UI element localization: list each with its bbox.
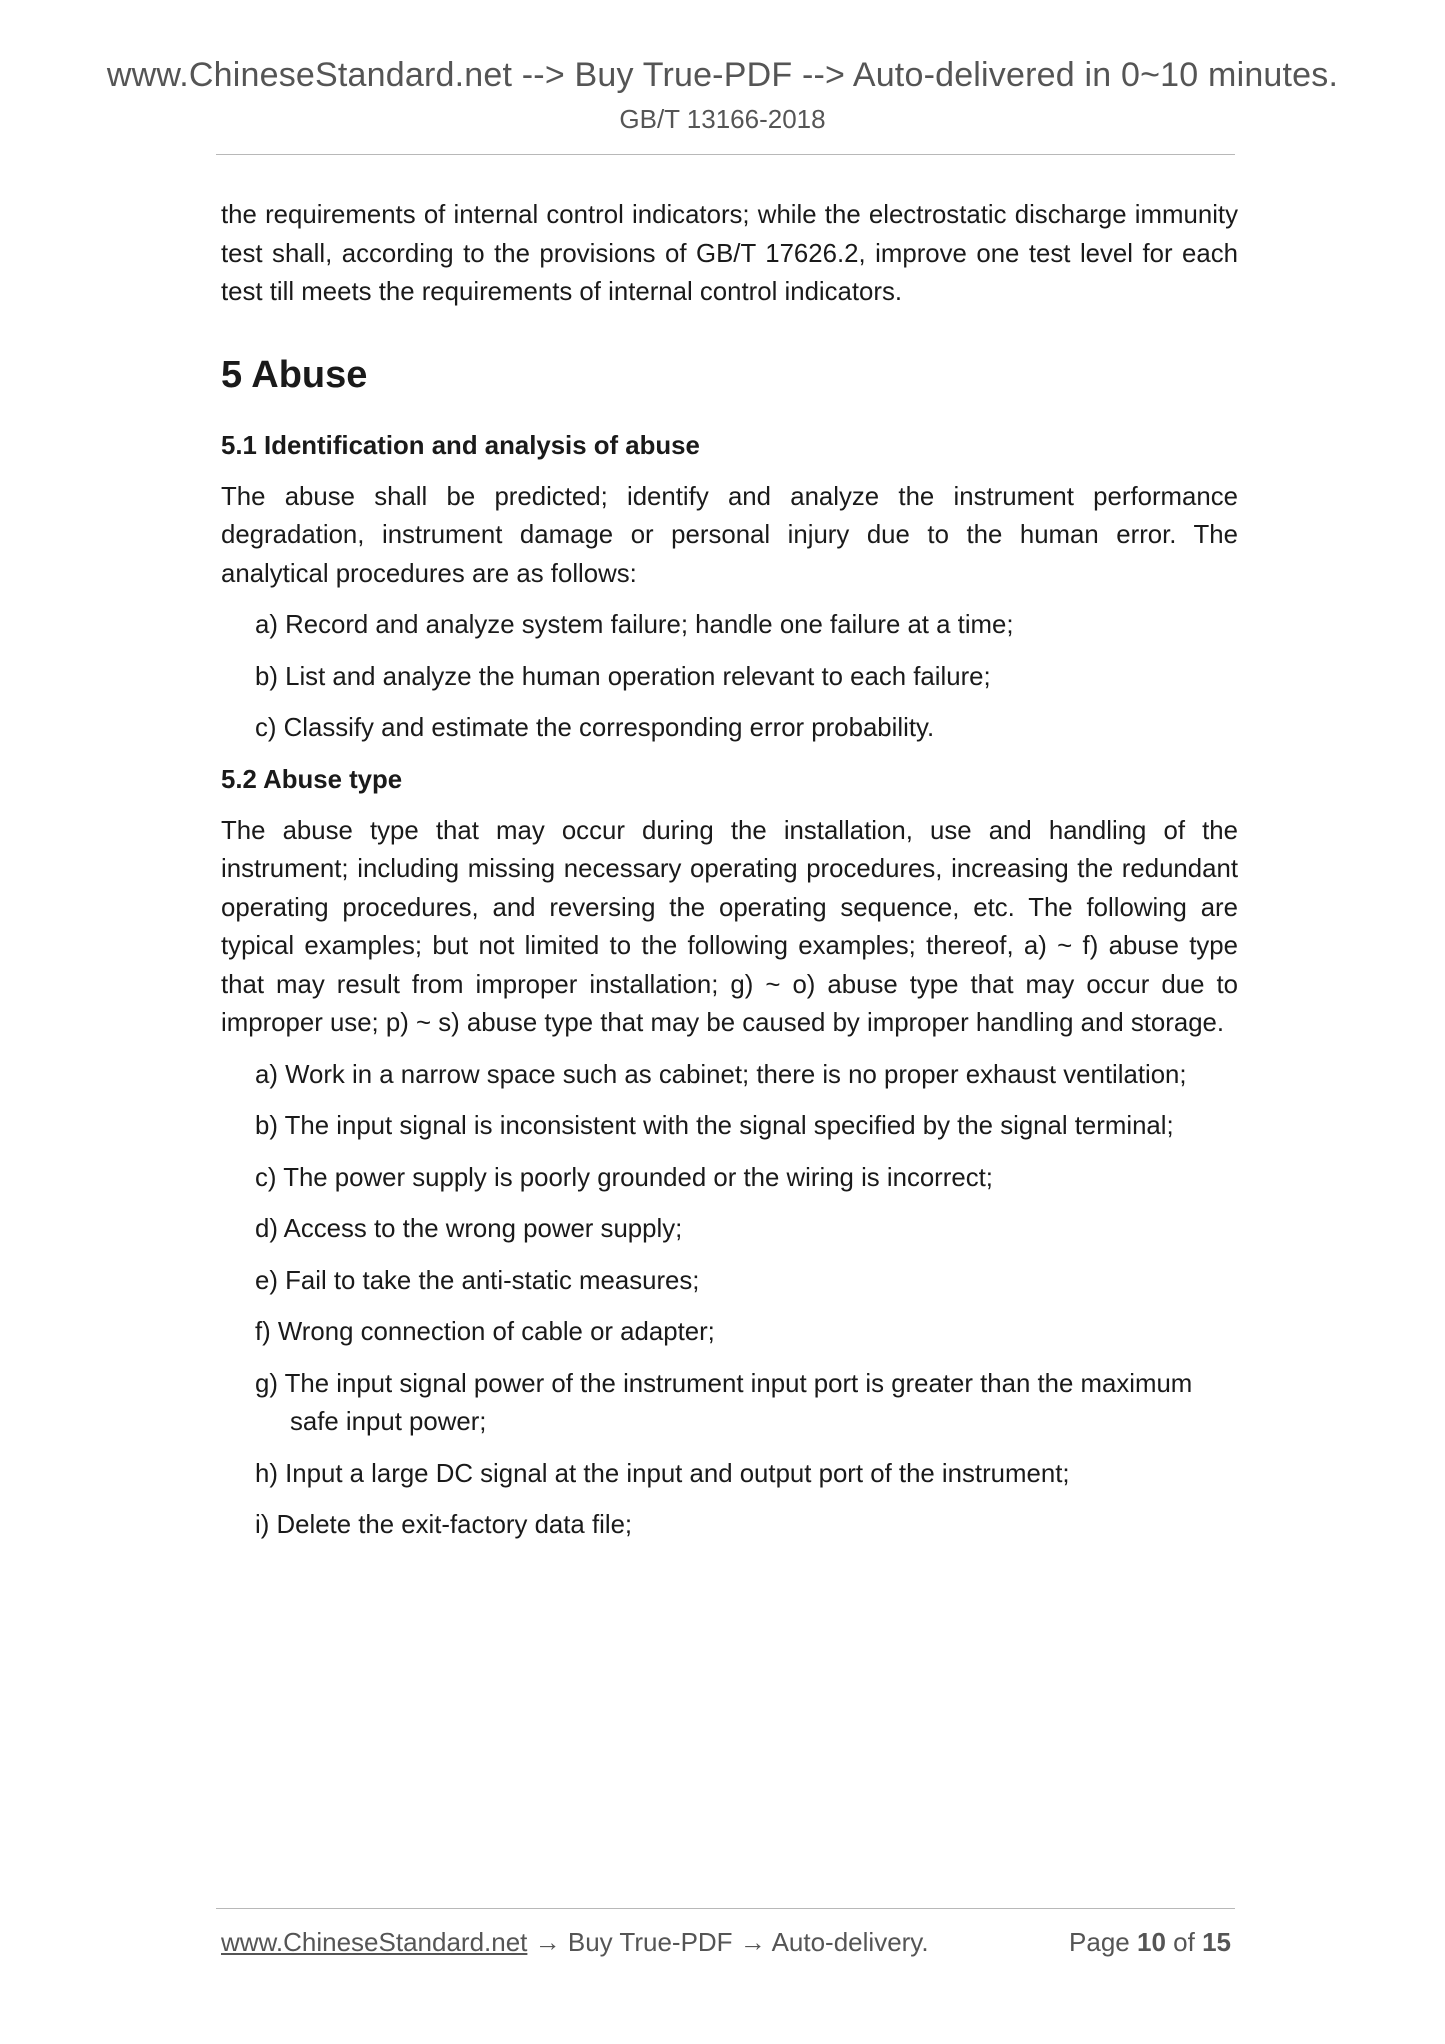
- page-current: 10: [1137, 1927, 1166, 1957]
- list-item: h) Input a large DC signal at the input and output port of the instrument;: [255, 1459, 1070, 1488]
- subsection-title-5-1: 5.1 Identification and analysis of abuse: [221, 431, 700, 460]
- footer-divider: [216, 1908, 1235, 1909]
- list-item: f) Wrong connection of cable or adapter;: [255, 1318, 715, 1346]
- footer-tail-text: → Buy True-PDF → Auto-delivery.: [527, 1927, 929, 1957]
- document-body: [221, 196, 1238, 1545]
- page-label: Page: [1069, 1927, 1130, 1957]
- footer-site-link[interactable]: www.ChineseStandard.net: [221, 1927, 528, 1957]
- subsection-5-2-paragraph: The abuse type that may occur during the installation, use and handling of the instrument; including missing necessary operating procedures, increasing the redundant operating procedures, and reversing the operating sequence, etc. The following are typical examples; but not limited to the following examples; thereof, a) ~ f) abuse type that may result from improper installation; g) ~ o) abuse type that may occur due to improper use; p) ~ s) abuse type that may be caused by improper handling and storage.: [221, 816, 1238, 1037]
- subsection-title-5-2: 5.2 Abuse type: [221, 765, 403, 794]
- intro-paragraph: the requirements of internal control indicators; while the electrostatic discharge immunity test shall, according to the provisions of GB/T 17626.2, improve one test level for each test till meets the requirements of internal control indicators.: [221, 201, 1238, 306]
- list-item: d) Access to the wrong power supply;: [255, 1215, 683, 1243]
- footer-promo: [221, 1927, 929, 1958]
- list-item: g) The input signal power of the instrument input port is greater than the maximum safe input power;: [255, 1369, 1193, 1436]
- of-label: of: [1173, 1927, 1195, 1957]
- standard-id: GB/T 13166-2018: [619, 104, 826, 134]
- page-footer: [221, 1927, 1231, 1967]
- list-item: c) The power supply is poorly grounded or the wiring is incorrect;: [255, 1163, 993, 1192]
- page-total: 15: [1202, 1927, 1231, 1957]
- list-item: a) Work in a narrow space such as cabinet; there is no proper exhaust ventilation;: [255, 1060, 1187, 1089]
- header-divider: [216, 154, 1235, 155]
- page-indicator: [1069, 1927, 1231, 1958]
- subsection-5-1-paragraph: The abuse shall be predicted; identify and analyze the instrument performance degradation, instrument damage or personal injury due to the human error. The analytical procedures are as follows:: [221, 482, 1238, 588]
- list-item: e) Fail to take the anti-static measures;: [255, 1266, 700, 1295]
- list-item: a) Record and analyze system failure; handle one failure at a time;: [255, 611, 1014, 639]
- list-item: b) List and analyze the human operation relevant to each failure;: [255, 662, 991, 691]
- section-title: 5 Abuse: [221, 353, 368, 396]
- list-item: b) The input signal is inconsistent with the signal specified by the signal terminal;: [255, 1112, 1174, 1140]
- list-item: c) Classify and estimate the corresponding error probability.: [255, 714, 935, 742]
- site-banner: www.ChineseStandard.net --> Buy True-PDF --> Auto-delivered in 0~10 minutes.: [106, 56, 1339, 94]
- list-item: i) Delete the exit-factory data file;: [255, 1511, 633, 1539]
